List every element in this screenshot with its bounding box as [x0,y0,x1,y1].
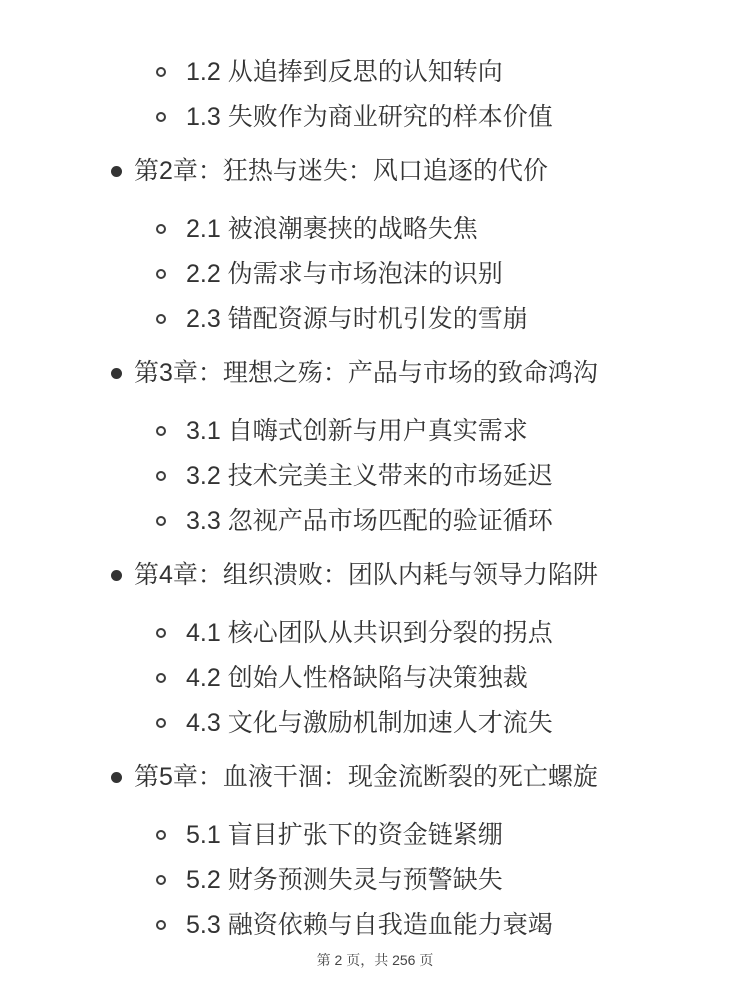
toc-subsection-label: 1.2 从追捧到反思的认知转向 [186,58,503,86]
circle-bullet-icon [156,673,166,683]
toc-subsection-item [0,858,750,903]
table-of-contents [0,50,750,948]
toc-subsection-item [0,701,750,746]
circle-bullet-icon [156,920,166,930]
circle-bullet-icon [156,269,166,279]
toc-subsection-label: 5.1 盲目扩张下的资金链紧绷 [186,821,503,849]
toc-chapter-item [0,553,750,598]
circle-bullet-icon [156,426,166,436]
circle-bullet-icon [156,718,166,728]
circle-bullet-icon [156,112,166,122]
disc-bullet-icon [111,772,122,783]
toc-subsection-label: 4.2 创始人性格缺陷与决策独裁 [186,664,528,692]
toc-chapter-label: 第3章：理想之殇：产品与市场的致命鸿沟 [134,359,598,387]
toc-subsection-item [0,409,750,454]
disc-bullet-icon [111,368,122,379]
toc-chapter-item [0,755,750,800]
toc-subsection-label: 3.1 自嗨式创新与用户真实需求 [186,417,528,445]
circle-bullet-icon [156,224,166,234]
circle-bullet-icon [156,875,166,885]
toc-subsection-label: 1.3 失败作为商业研究的样本价值 [186,103,553,131]
toc-subsection-item [0,207,750,252]
circle-bullet-icon [156,471,166,481]
toc-subsection-item [0,499,750,544]
toc-subsection-label: 3.2 技术完美主义带来的市场延迟 [186,462,553,490]
page-number-footer [0,951,750,969]
toc-chapter-item [0,149,750,194]
toc-subsection-label: 5.3 融资依赖与自我造血能力衰竭 [186,911,553,939]
toc-subsection-label: 4.3 文化与激励机制加速人才流失 [186,709,553,737]
disc-bullet-icon [111,166,122,177]
circle-bullet-icon [156,516,166,526]
toc-chapter-label: 第2章：狂热与迷失：风口追逐的代价 [134,157,548,185]
toc-subsection-label: 3.3 忽视产品市场匹配的验证循环 [186,507,553,535]
toc-chapter-label: 第4章：组织溃败：团队内耗与领导力陷阱 [134,561,598,589]
toc-subsection-label: 2.2 伪需求与市场泡沫的识别 [186,260,503,288]
circle-bullet-icon [156,314,166,324]
circle-bullet-icon [156,67,166,77]
toc-subsection-label: 2.3 错配资源与时机引发的雪崩 [186,305,528,333]
toc-chapter-label: 第5章：血液干涸：现金流断裂的死亡螺旋 [134,763,598,791]
toc-subsection-item [0,813,750,858]
toc-subsection-item [0,454,750,499]
toc-subsection-item [0,95,750,140]
circle-bullet-icon [156,628,166,638]
toc-subsection-label: 5.2 财务预测失灵与预警缺失 [186,866,503,894]
toc-subsection-item [0,252,750,297]
toc-subsection-item [0,656,750,701]
disc-bullet-icon [111,570,122,581]
toc-chapter-item [0,351,750,396]
page-indicator-text: 第 2 页，共 256 页 [316,952,434,968]
toc-subsection-label: 2.1 被浪潮裹挟的战略失焦 [186,215,478,243]
toc-subsection-item [0,297,750,342]
toc-subsection-item [0,903,750,948]
toc-subsection-item [0,50,750,95]
toc-subsection-item [0,611,750,656]
toc-subsection-label: 4.1 核心团队从共识到分裂的拐点 [186,619,553,647]
circle-bullet-icon [156,830,166,840]
